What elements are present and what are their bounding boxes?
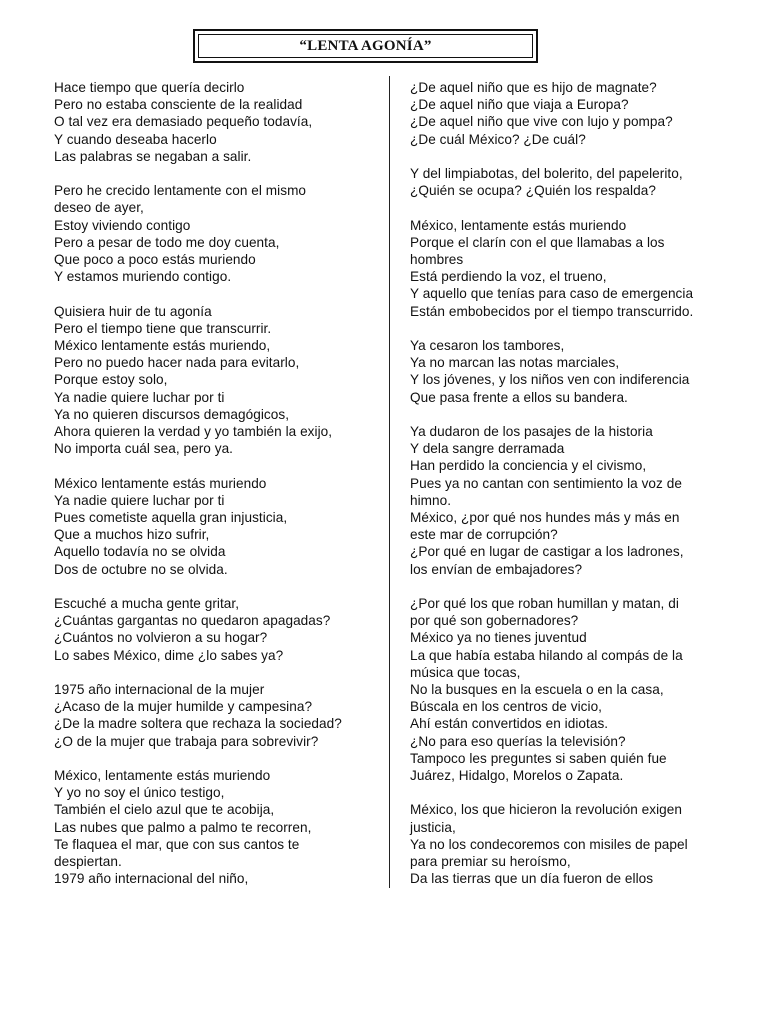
poem-line: Y aquello que tenías para caso de emergencia [410, 286, 694, 302]
poem-line: Ya no marcan las notas marciales, [410, 355, 620, 371]
poem-line: ¿Acaso de la mujer humilde y campesina? [54, 699, 313, 715]
poem-line: México lentamente estás muriendo, [54, 338, 271, 354]
poem-line: México, ¿por qué nos hundes más y más en [410, 510, 680, 526]
poem-line: ¿De aquel niño que vive con lujo y pompa? [410, 114, 673, 130]
poem-line: ¿De aquel niño que es hijo de magnate? [410, 80, 657, 95]
poem-line: para premiar su heroísmo, [410, 854, 571, 870]
poem-line: este mar de corrupción? [410, 527, 558, 543]
poem-line: Está perdiendo la voz, el trueno, [410, 269, 607, 285]
stanza [54, 79, 384, 165]
poem-line: Pero a pesar de todo me doy cuenta, [54, 234, 280, 250]
column-divider [389, 76, 390, 888]
poem-line: Hace tiempo que quería decirlo [54, 80, 245, 95]
poem-line: Pero he crecido lentamente con el mismo [54, 183, 307, 199]
stanza [54, 182, 384, 285]
stanza [410, 79, 745, 148]
stanza [410, 165, 745, 199]
poem-line: Ya nadie quiere luchar por ti [54, 492, 225, 508]
poem-line: No la busques en la escuela o en la casa, [410, 682, 664, 698]
poem-line: Quisiera huir de tu agonía [54, 303, 212, 319]
stanza [54, 681, 384, 750]
poem-line: justicia, [410, 819, 456, 835]
poem-line: La que había estaba hilando al compás de la [410, 647, 683, 663]
poem-line: Y del limpiabotas, del bolerito, del papelerito, [410, 166, 683, 181]
poem-line: Pero no puedo hacer nada para evitarlo, [54, 355, 300, 371]
poem-line: Y yo no soy el único testigo, [54, 785, 225, 801]
poem-line: ¿Quién se ocupa? ¿Quién los respalda? [410, 183, 656, 199]
poem-line: O tal vez era demasiado pequeño todavía, [54, 114, 313, 130]
right-column [410, 79, 745, 887]
stanza [54, 475, 384, 578]
poem-line: Dos de octubre no se olvida. [54, 561, 228, 577]
poem-line: música que tocas, [410, 664, 521, 680]
poem-line: Ya no quieren discursos demagógicos, [54, 406, 290, 422]
stanza [54, 595, 384, 664]
poem-line: Aquello todavía no se olvida [54, 544, 226, 560]
poem-line: Ahora quieren la verdad y yo también la exijo, [54, 424, 333, 440]
poem-line: Pero no estaba consciente de la realidad [54, 97, 303, 113]
poem-line: Que pasa frente a ellos su bandera. [410, 389, 628, 405]
poem-line: También el cielo azul que te acobija, [54, 802, 275, 818]
poem-line: ¿Cuántas gargantas no quedaron apagadas? [54, 613, 331, 629]
poem-line: Ya cesaron los tambores, [410, 338, 565, 353]
poem-line: ¿No para eso querías la televisión? [410, 733, 626, 749]
poem-line: Porque el clarín con el que llamabas a los [410, 234, 665, 250]
title-box [193, 29, 538, 63]
poem-line: Escuché a mucha gente gritar, [54, 596, 240, 612]
poem-line: Están embobecidos por el tiempo transcurrido. [410, 303, 694, 319]
poem-line: Ya nadie quiere luchar por ti [54, 389, 225, 405]
poem-line: México, lentamente estás muriendo [410, 217, 627, 233]
poem-line: ¿De aquel niño que viaja a Europa? [410, 97, 629, 113]
poem-line: ¿De cuál México? ¿De cuál? [410, 131, 586, 147]
poem-line: México lentamente estás muriendo [54, 475, 267, 491]
poem-line: ¿De la madre soltera que rechaza la sociedad? [54, 716, 342, 732]
poem-line: No importa cuál sea, pero ya. [54, 441, 234, 457]
poem-line: Pues cometiste aquella gran injusticia, [54, 510, 288, 526]
poem-line: Búscala en los centros de vicio, [410, 699, 603, 715]
poem-line: ¿Por qué en lugar de castigar a los ladrones, [410, 544, 684, 560]
poem-line: ¿O de la mujer que trabaja para sobrevivir? [54, 733, 319, 749]
poem-line: Han perdido la conciencia y el civismo, [410, 458, 647, 474]
poem-line: Ahí están convertidos en idiotas. [410, 716, 609, 732]
poem-line: Que a muchos hizo sufrir, [54, 527, 210, 543]
poem-line: Ya dudaron de los pasajes de la historia [410, 424, 653, 439]
poem-line: Las nubes que palmo a palmo te recorren, [54, 819, 312, 835]
poem-line: Y estamos muriendo contigo. [54, 269, 232, 285]
poem-line: Y dela sangre derramada [410, 441, 565, 457]
poem-line: Estoy viviendo contigo [54, 217, 191, 233]
stanza [410, 423, 745, 578]
poem-line: México, lentamente estás muriendo [54, 768, 271, 784]
stanza [54, 303, 384, 458]
stanza [54, 767, 384, 887]
poem-line: Lo sabes México, dime ¿lo sabes ya? [54, 647, 284, 663]
poem-line: 1975 año internacional de la mujer [54, 682, 265, 698]
poem-line: México ya no tienes juventud [410, 630, 587, 646]
poem-line: Porque estoy solo, [54, 372, 168, 388]
poem-line: ¿Por qué los que roban humillan y matan, di [410, 596, 679, 612]
poem-line: Da las tierras que un día fueron de ellos [410, 871, 654, 887]
poem-line: deseo de ayer, [54, 200, 144, 216]
stanza [410, 337, 745, 406]
poem-line: Tampoco les preguntes si saben quién fue [410, 750, 667, 766]
poem-line: Ya no los condecoremos con misiles de papel [410, 836, 688, 852]
poem-line: 1979 año internacional del niño, [54, 871, 249, 887]
poem-line: Y cuando deseaba hacerlo [54, 131, 217, 147]
stanza [410, 595, 745, 784]
stanza [410, 217, 745, 320]
poem-line: Y los jóvenes, y los niños ven con indiferencia [410, 372, 690, 388]
poem-line: himno. [410, 492, 452, 508]
poem-line: Que poco a poco estás muriendo [54, 252, 256, 268]
left-column [54, 79, 384, 887]
title-box-inner-frame [198, 34, 533, 58]
stanza [410, 801, 745, 887]
poem-line: Te flaquea el mar, que con sus cantos te [54, 836, 300, 852]
poem-line: Las palabras se negaban a salir. [54, 148, 252, 164]
poem-line: despiertan. [54, 854, 122, 870]
poem-line: hombres [410, 252, 464, 267]
poem-line: Juárez, Hidalgo, Morelos o Zapata. [410, 768, 624, 784]
poem-line: ¿Cuántos no volvieron a su hogar? [54, 630, 268, 646]
poem-line: Pero el tiempo tiene que transcurrir. [54, 320, 272, 336]
poem-title: “LENTA AGONÍA” [299, 37, 432, 54]
poem-line: los envían de embajadores? [410, 561, 583, 577]
poem-line: Pues ya no cantan con sentimiento la voz de [410, 475, 682, 491]
poem-line: México, los que hicieron la revolución exigen [410, 802, 683, 818]
poem-line: por qué son gobernadores? [410, 613, 579, 629]
